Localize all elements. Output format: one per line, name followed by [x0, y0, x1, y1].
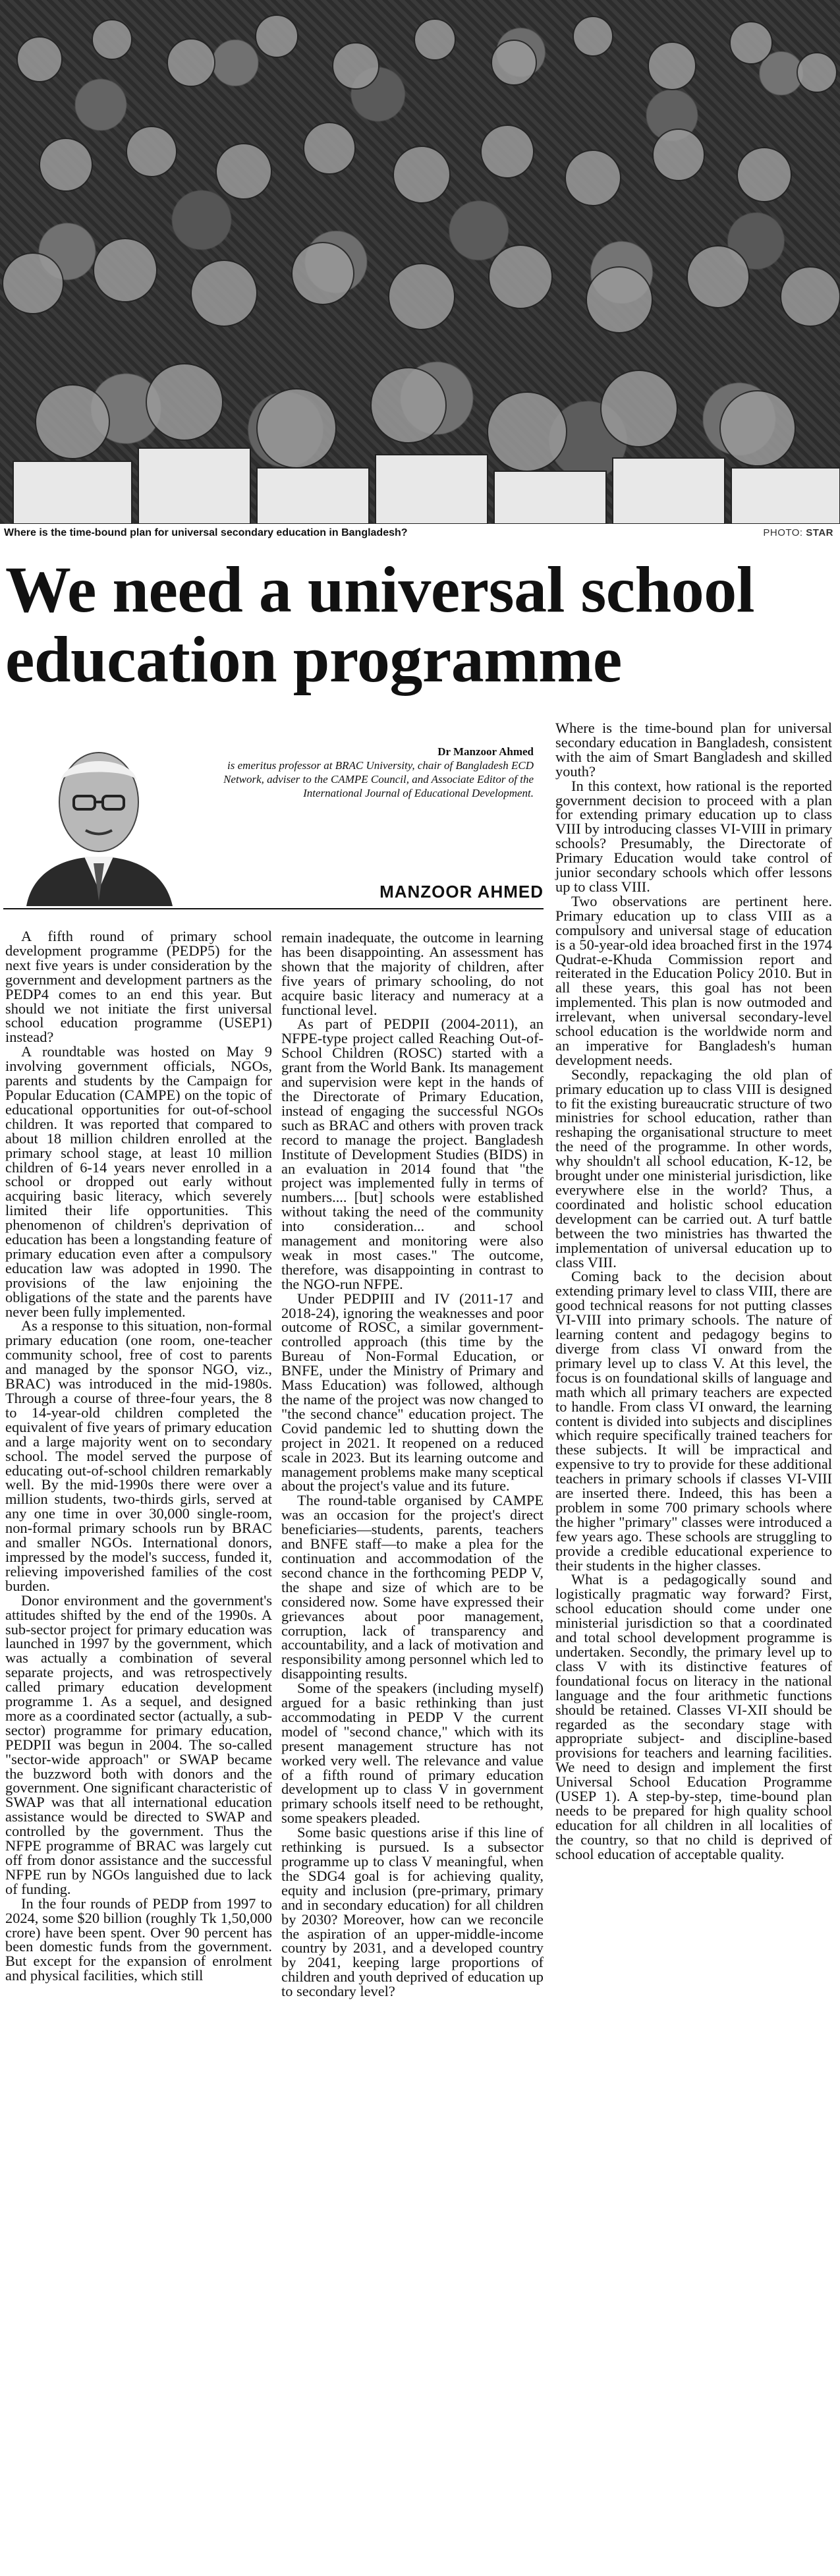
- article-column-1: [5, 929, 272, 1983]
- article-headline: We need a universal school education programme: [5, 553, 755, 696]
- paragraph: In the four rounds of PEDP from 1997 to 2024, some $20 billion (roughly Tk 1,50,000 crore) have been spent. Over 90 percent has been domestic funds from the government. But except for the expansion of enrolment and physical facilities, which still: [5, 1895, 272, 1984]
- paragraph: What is a pedagogically sound and logistically pragmatic way forward? First, school education should come under one ministerial jurisdiction so that a coordinated and total school development programme is undertaken. Secondly, the primary level up to class V with its distinctive features of foundational focus on literacy in the national language and the four arithmetic functions should be retained. Classes VI-XII should be regarded as the secondary stage with appropriate subject- and discipline-based provisions for teachers and learning facilities. We need to design and implement the first Universal School Education Programme (USEP 1). A step-by-step, time-bound plan needs to be prepared for high quality school education for all children in all localities of the country, so that no child is deprived of school education of acceptable quality.: [555, 1571, 832, 1862]
- paragraph: As a response to this situation, non-formal primary education (one room, one-teacher community school, free of cost to parents and managed by the sponsor NGO, viz., BRAC) was introduced in the mid-1980s. Through a course of three-four years, the 8 to 14-year-old children completed the equivalent of five years of primary education and a large majority went on to secondary school. The model served the purpose of educating out-of-school children remarkably well. By the mid-1990s there were over a million students, two-thirds girls, served at any one time in over 30,000 single-room, non-formal primary schools run by BRAC and smaller NGOs. International donors, impressed by the model's success, funded it, relieving impoverished families of the cost burden.: [5, 1317, 272, 1594]
- author-byline: MANZOOR AHMED: [379, 882, 544, 902]
- paragraph: Under PEDPIII and IV (2011-17 and 2018-24), ignoring the weaknesses and poor outcome of ROSC, a similar government-controlled approach (this time by the Bureau of Non-Formal Education, or BNFE, under the Ministry of Primary and Mass Education) was followed, although the name of the project was now changed to "the second chance" education project. The Covid pandemic led to shutting down the project in 2021. It reopened on a reduced scale in 2023. But its learning outcome and management problems make many sceptical about the project's value and its future.: [281, 1290, 544, 1495]
- article-column-3: [555, 721, 832, 1862]
- article-column-2: [281, 930, 544, 1999]
- children-crowd-illustration: [0, 0, 840, 524]
- paragraph: As part of PEDPII (2004-2011), an NFPE-type project called Reaching Out-of-School Children (ROSC) started with a grant from the World Bank. Its management and supervision were kept in the hands of the Directorate of Primary Education, instead of engaging the successful NGOs such as BRAC and others with proven track record to manage the project. Bangladesh Institute of Development Studies (BIDS) in an evaluation in 2014 found that "the project was implemented fully in terms of numbers.... [but] schools were established without taking the need of the community into consideration... and school management and monitoring were also weak in most cases." The outcome, therefore, was disappointing in contrast to the NGO-run NFPE.: [281, 1016, 544, 1292]
- photo-credit: [763, 527, 833, 538]
- author-bio: [184, 745, 534, 800]
- paragraph: Some basic questions arise if this line of rethinking is pursued. Is a subsector programme up to class V meaningful, when the SDG4 goal is for achieving quality, equity and inclusion (pre-primary, primary and in secondary education) for all children by 2030? Moreover, how can we reconcile the aspiration of an upper-middle-income country by 2031, and a developed country by 2041, keeping large proportions of children and youth deprived of education up to secondary level?: [281, 1824, 544, 2000]
- paragraph: Donor environment and the government's attitudes shifted by the end of the 1990s. A sub-sector project for primary education was launched in 1997 by the government, which was actually a combination of several separate projects, and was retrospectively called primary education development programme 1. As a sequel, and designed more as a coordinated sector (actually, a sub-sector) programme for primary education, PEDPII was begun in 2004. The so-called "sector-wide approach" or SWAP became the buzzword both with donors and the government. One significant characteristic of SWAP was that all international education assistance would be directed to SWAP and controlled by the government. Thus the NFPE programme of BRAC was largely cut off from donor assistance and the successful NFPE run by NGOs languished due to lack of funding.: [5, 1591, 272, 1897]
- paragraph: A fifth round of primary school development programme (PEDP5) for the next five years is under consideration by the government and development partners as the PEDP4 comes to an end this year. But should we not initiate the first universal school education programme (USEP1) instead?: [5, 928, 272, 1046]
- paragraph: A roundtable was hosted on May 9 involving government officials, NGOs, parents and students by the Campaign for Popular Education (CAMPE) on the topic of educational opportunities for out-of-school children. It was reported that compared to about 18 million children enrolled at the primary school stage, at least 10 million children of 6-14 years never enrolled in a school or dropped out early without acquiring basic literacy, which severely limited their life opportunities. This phenomenon of children's deprivation of education has been a longstanding feature of primary education even after a compulsory education law was adopted in 1990. The provisions of the law enjoining the obligations of the state and the parents have never been fully implemented.: [5, 1043, 272, 1320]
- lead-photo: [0, 0, 840, 524]
- photo-credit-source: STAR: [806, 527, 833, 538]
- paragraph: Where is the time-bound plan for universal secondary education in Bangladesh, consistent with the aim of Smart Bangladesh and skilled youth?: [555, 720, 832, 780]
- paragraph: Some of the speakers (including myself) argued for a basic rethinking than just accommodating in PEDP V the current model of "second chance," which with its present management structure has not worked very well. The relevance and value of a fifth round of primary education development up to class V in government primary schools itself need to be rethought, some speakers pleaded.: [281, 1680, 544, 1827]
- photo-credit-label: PHOTO:: [763, 527, 803, 538]
- paragraph: Coming back to the decision about extending primary level to class VIII, there are good technical reasons for not putting classes VI-VIII into primary schools. The nature of learning content and pedagogy begins to diverge from class VI onward from the primary level up to class V. At this level, the focus is on foundational skills of language and math which all primary teachers are expected to handle. From class VI onward, the learning content is divided into subjects and disciplines which require specifically trained teachers for these subjects. It will be impractical and expensive to try to provide for these additional teachers in primary schools if classes VI-VIII are inserted there. Indeed, this has been a problem in some 700 primary schools where the higher "primary" classes were introduced a few years ago. These schools are struggling to provide a credible educational experience to their students in the higher classes.: [555, 1268, 832, 1574]
- author-bio-text: is emeritus professor at BRAC University, chair of Bangladesh ECD Network, adviser to the CAMPE Council, and Associate Editor of the International Journal of Educational Development.: [223, 759, 534, 799]
- photo-caption: Where is the time-bound plan for universal secondary education in Bangladesh?: [4, 527, 408, 538]
- byline-divider: [3, 908, 544, 909]
- paragraph: In this context, how rational is the reported government decision to proceed with a plan for extending primary education up to class VIII by introducing classes VI-VIII in primary schools? Presumably, the Directorate of Primary Education would take control of junior secondary schools which offer lessons up to class VIII.: [555, 777, 832, 895]
- author-bio-name: Dr Manzoor Ahmed: [437, 745, 534, 758]
- author-photo-illustration: [20, 728, 178, 906]
- paragraph: remain inadequate, the outcome in learning has been disappointing. An assessment has shown that the majority of children, after five years of primary schooling, do not acquire basic literacy and numeracy at a functional level.: [281, 929, 544, 1018]
- paragraph: Secondly, repackaging the old plan of primary education up to class VIII is designed to fit the existing bureaucratic structure of two ministries for school education, rather than reshaping the organisational structure to meet the need of the programme. In other words, why shouldn't all school education, K-12, be brought under one ministerial jurisdiction, like everywhere else in the world? Thus, a coordinated and holistic school education development can be carried out. A turf battle between the two ministries has thwarted the implementation of universal education up to class VIII.: [555, 1066, 832, 1271]
- paragraph: The round-table organised by CAMPE was an occasion for the project's direct beneficiaries—students, parents, teachers and BNFE staff—to make a plea for the continuation and accommodation of the second chance in the forthcoming PEDP V, the shape and size of which are to be considered now. Some have expressed their grievances about poor management, corruption, lack of transparency and accountability, and a lack of motivation and responsibility among personnel which led to disappointing results.: [281, 1492, 544, 1682]
- paragraph: Two observations are pertinent here. Primary education up to class VIII as a compulsory and universal stage of education is a 50-year-old idea broached first in the 1974 Qudrat-e-Khuda Commission report and reiterated in the Education Policy 2010. But in all these years, this goal has not been implemented. This plan is now outmoded and irrelevant, when universal secondary-level school education is the worldwide norm and an imperative for Bangladesh's human development needs.: [555, 892, 832, 1068]
- author-portrait: [20, 728, 178, 906]
